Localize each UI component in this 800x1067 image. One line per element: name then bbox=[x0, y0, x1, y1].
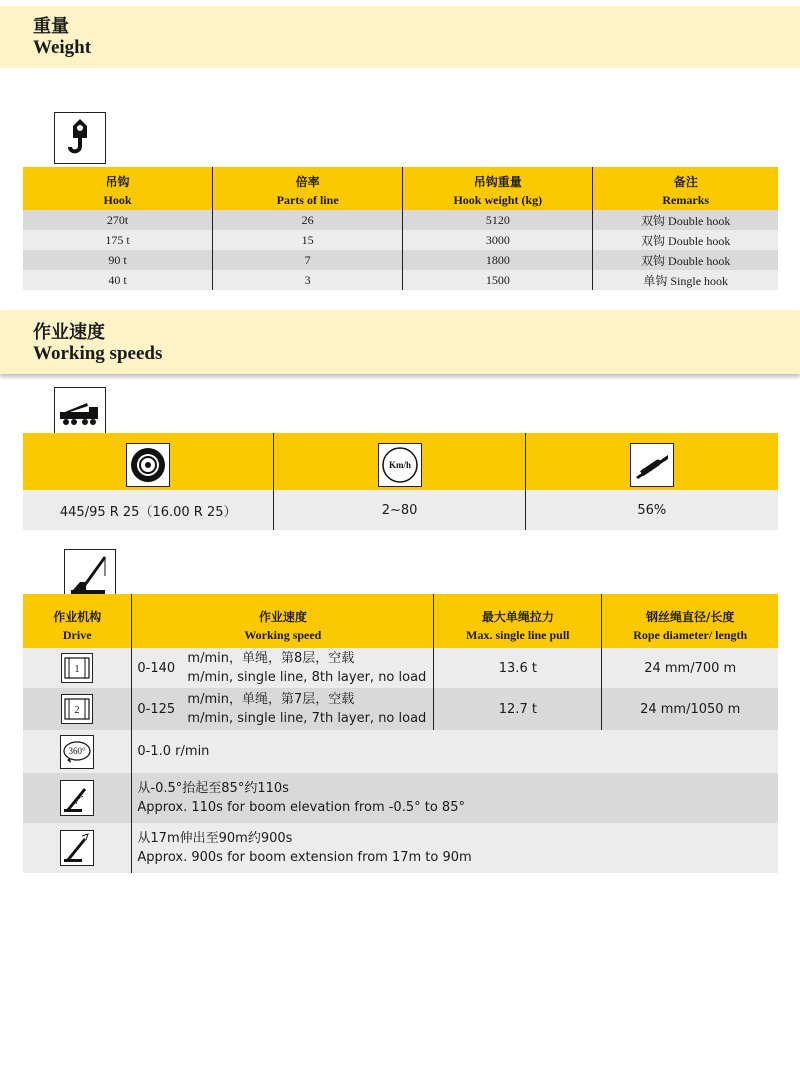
col-remarks: 备注 Remarks bbox=[593, 167, 778, 210]
col-hook: 吊钩 Hook bbox=[103, 175, 132, 207]
table-row: 445/95 R 25（16.00 R 25） 2~80 56% bbox=[23, 490, 778, 530]
extension-en: Approx. 900s for boom extension from 17m to 90m bbox=[137, 850, 472, 865]
winch-1-icon bbox=[61, 653, 93, 683]
svg-text:2: 2 bbox=[74, 705, 80, 716]
boom-elevation-icon bbox=[60, 780, 94, 816]
elevation-en: Approx. 110s for boom elevation from -0.5° to 85° bbox=[137, 800, 465, 815]
tyre-icon bbox=[126, 443, 170, 487]
winch-1-range: 0-140 bbox=[137, 660, 176, 676]
speeds-section-header bbox=[0, 310, 800, 374]
travel-table bbox=[23, 433, 778, 530]
table-row bbox=[23, 773, 778, 823]
weight-section-header bbox=[0, 6, 800, 68]
crane-truck-icon bbox=[54, 387, 106, 439]
winch-2-range: 0-125 bbox=[137, 701, 176, 717]
weight-title-en: Weight bbox=[33, 37, 92, 58]
table-row: 1 0-140 m/min，单绳，第8层，空载 m/min, single line, 8th layer, no load 13.6 t 24 mm/700 m bbox=[23, 648, 778, 688]
gradeability-icon bbox=[630, 443, 674, 487]
col-parts: 倍率 Parts of line bbox=[213, 167, 403, 210]
speedometer-icon bbox=[378, 443, 422, 487]
col-max-pull: 最大单绳拉力 Max. single line pull bbox=[434, 594, 602, 648]
slewing-icon bbox=[60, 735, 94, 769]
drive-table bbox=[23, 594, 778, 873]
slewing-speed: 0-1.0 r/min bbox=[132, 730, 778, 773]
speeds-title-zh: 作业速度 bbox=[33, 322, 105, 343]
table-row: 40 t 3 1500 单钩 Single hook bbox=[23, 270, 778, 290]
svg-text:Km/h: Km/h bbox=[388, 460, 411, 470]
col-rope: 钢丝绳直径/长度 Rope diameter/ length bbox=[602, 594, 778, 648]
table-row bbox=[23, 730, 778, 773]
table-row bbox=[23, 823, 778, 873]
hook-weight-table bbox=[23, 167, 778, 290]
table-row: 270t 26 5120 双钩 Double hook bbox=[23, 210, 778, 230]
weight-title-zh: 重量 bbox=[33, 16, 69, 37]
col-working-speed: 作业速度 Working speed bbox=[132, 594, 434, 648]
speeds-title-en: Working speeds bbox=[33, 343, 163, 364]
elevation-zh: 从-0.5°抬起至85°约110s bbox=[137, 781, 289, 796]
boom-extension-icon bbox=[60, 830, 94, 866]
svg-text:1: 1 bbox=[74, 664, 80, 675]
table-row: 90 t 7 1800 双钩 Double hook bbox=[23, 250, 778, 270]
table-row: 2 0-125 m/min，单绳，第7层，空载 m/min, single line, 7th layer, no load 12.7 t 24 mm/1050 m bbox=[23, 688, 778, 730]
table-row: 175 t 15 3000 双钩 Double hook bbox=[23, 230, 778, 250]
col-hook-weight: 吊钩重量 Hook weight (kg) bbox=[403, 167, 593, 210]
hook-icon bbox=[54, 112, 106, 164]
col-drive: 作业机构 Drive bbox=[53, 609, 102, 642]
winch-2-icon bbox=[61, 694, 93, 724]
extension-zh: 从17m伸出至90m约900s bbox=[137, 831, 293, 846]
svg-text:360°: 360° bbox=[68, 745, 86, 756]
